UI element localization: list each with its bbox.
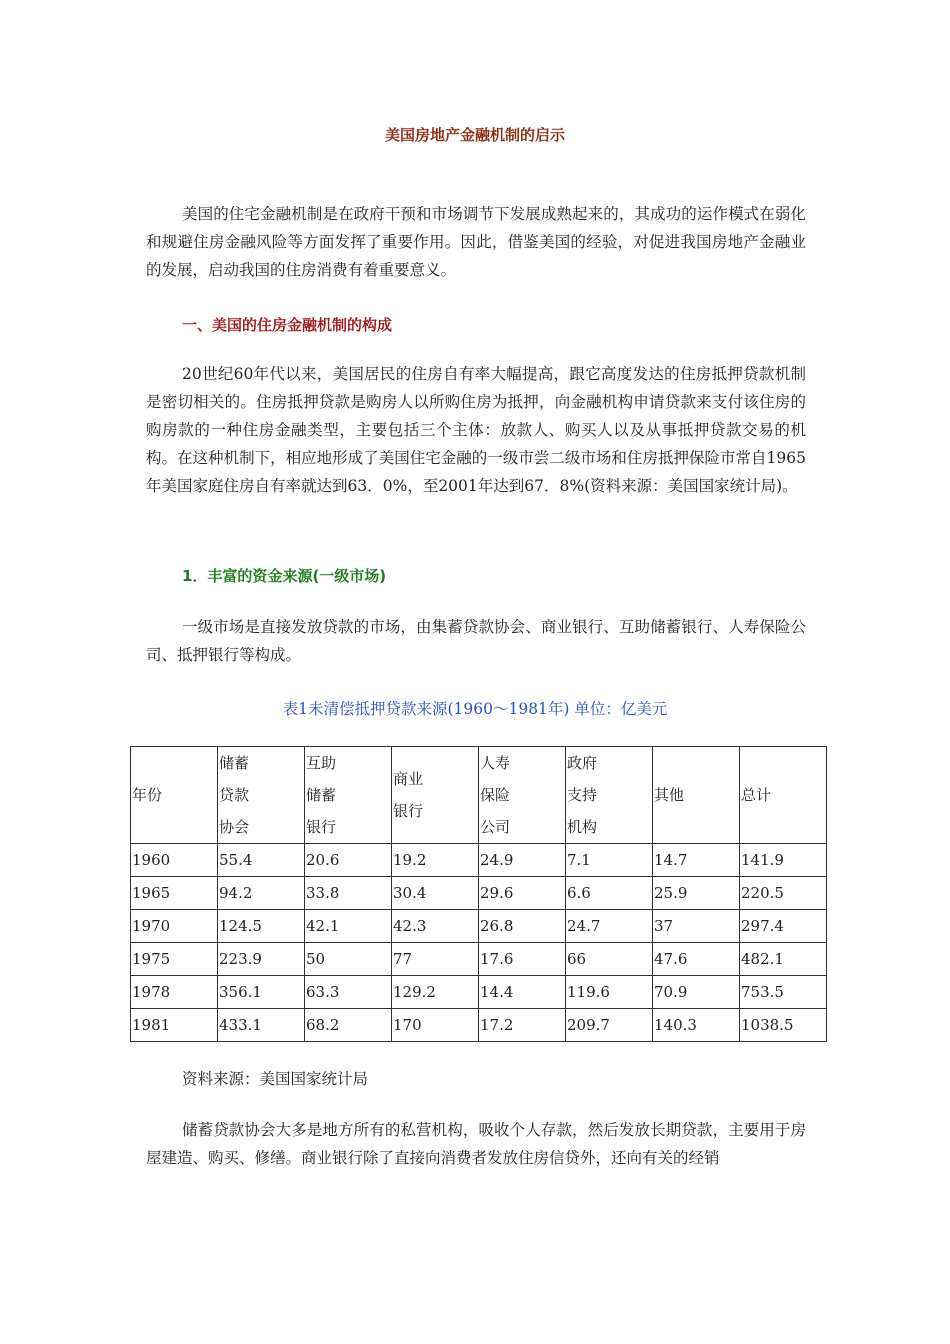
header-line: 人寿 xyxy=(480,754,511,772)
table-cell: 1038.5 xyxy=(740,1009,827,1042)
table-cell: 1975 xyxy=(131,943,218,976)
table-cell: 1965 xyxy=(131,877,218,910)
table-cell: 124.5 xyxy=(218,910,305,943)
header-line: 其他 xyxy=(654,786,685,804)
table-header-row xyxy=(131,747,827,844)
header-line: 银行 xyxy=(306,818,337,836)
table-cell: 482.1 xyxy=(740,943,827,976)
table-row xyxy=(131,877,827,910)
section-1-paragraph: 20世纪60年代以来，美国居民的住房自有率大幅提高，跟它高度发达的住房抵押贷款机制是密切相关的。住房抵押贷款是购房人以所购住房为抵押，向金融机构申请贷款来支付该住房的购房款的一种住房金融类型，主要包括三个主体：放款人、购买人以及从事抵押贷款交易的机构。在这种机制下，相应地形成了美国住宅金融的一级市尝二级市场和住房抵押保险市常自1965年美国家庭住房自有率就达到63．0%，至2001年达到67．8%(资料来源：美国国家统计局)。 xyxy=(146,365,806,495)
table-caption: 表1未清偿抵押贷款来源(1960～1981年) 单位：亿美元 xyxy=(282,700,668,718)
header-line: 储蓄 xyxy=(219,754,250,772)
table-row xyxy=(131,976,827,1009)
table-row xyxy=(131,844,827,877)
table-cell: 17.6 xyxy=(479,943,566,976)
table-cell: 47.6 xyxy=(653,943,740,976)
table-cell: 220.5 xyxy=(740,877,827,910)
header-line: 公司 xyxy=(480,818,511,836)
table-cell: 19.2 xyxy=(392,844,479,877)
page-title: 美国房地产金融机制的启示 xyxy=(384,126,565,144)
table-cell: 14.7 xyxy=(653,844,740,877)
table-cell: 14.4 xyxy=(479,976,566,1009)
header-cell-other xyxy=(653,747,740,844)
table-cell: 77 xyxy=(392,943,479,976)
table-cell: 24.7 xyxy=(566,910,653,943)
intro-paragraph: 美国的住宅金融机制是在政府干预和市场调节下发展成熟起来的，其成功的运作模式在弱化和规避住房金融风险等方面发挥了重要作用。因此，借鉴美国的经验，对促进我国房地产金融业的发展，启动我国的住房消费有着重要意义。 xyxy=(146,205,806,279)
table-cell: 6.6 xyxy=(566,877,653,910)
table-cell: 223.9 xyxy=(218,943,305,976)
table-row xyxy=(131,1009,827,1042)
source-note: 资料来源：美国国家统计局 xyxy=(182,1070,369,1088)
table-cell: 297.4 xyxy=(740,910,827,943)
header-cell-mutual-savings xyxy=(305,747,392,844)
table-cell: 68.2 xyxy=(305,1009,392,1042)
header-cell-life-insurance xyxy=(479,747,566,844)
table-cell: 37 xyxy=(653,910,740,943)
table-cell: 753.5 xyxy=(740,976,827,1009)
table-cell: 1978 xyxy=(131,976,218,1009)
table-cell: 70.9 xyxy=(653,976,740,1009)
table-cell: 129.2 xyxy=(392,976,479,1009)
table-cell: 1970 xyxy=(131,910,218,943)
header-cell-total xyxy=(740,747,827,844)
closing-paragraph: 储蓄贷款协会大多是地方所有的私营机构，吸收个人存款，然后发放长期贷款，主要用于房屋建造、购买、修缮。商业银行除了直接向消费者发放住房信贷外，还向有关的经销 xyxy=(146,1121,806,1167)
table-cell: 1981 xyxy=(131,1009,218,1042)
header-line: 贷款 xyxy=(219,786,250,804)
table-cell: 30.4 xyxy=(392,877,479,910)
header-line: 互助 xyxy=(306,754,337,772)
table-cell: 1960 xyxy=(131,844,218,877)
header-line: 商业 xyxy=(393,770,424,788)
header-line: 保险 xyxy=(480,786,511,804)
section-heading-1: 一、美国的住房金融机制的构成 xyxy=(182,316,393,334)
header-line: 协会 xyxy=(219,818,250,836)
table-cell: 20.6 xyxy=(305,844,392,877)
table-row xyxy=(131,910,827,943)
header-cell-savings-loan xyxy=(218,747,305,844)
table-cell: 141.9 xyxy=(740,844,827,877)
table-cell: 170 xyxy=(392,1009,479,1042)
table-cell: 29.6 xyxy=(479,877,566,910)
header-cell-commercial-bank xyxy=(392,747,479,844)
table-cell: 42.1 xyxy=(305,910,392,943)
header-line: 政府 xyxy=(567,754,598,772)
table-cell: 7.1 xyxy=(566,844,653,877)
table-cell: 55.4 xyxy=(218,844,305,877)
table-cell: 26.8 xyxy=(479,910,566,943)
header-line: 银行 xyxy=(393,802,424,820)
table-cell: 50 xyxy=(305,943,392,976)
table-cell: 17.2 xyxy=(479,1009,566,1042)
header-line: 机构 xyxy=(567,818,598,836)
header-cell-government-agency xyxy=(566,747,653,844)
table-cell: 356.1 xyxy=(218,976,305,1009)
table-row xyxy=(131,943,827,976)
table-cell: 24.9 xyxy=(479,844,566,877)
table-cell: 63.3 xyxy=(305,976,392,1009)
table-cell: 94.2 xyxy=(218,877,305,910)
header-line: 支持 xyxy=(567,786,598,804)
header-cell-year xyxy=(131,747,218,844)
table-cell: 66 xyxy=(566,943,653,976)
table-cell: 433.1 xyxy=(218,1009,305,1042)
table-cell: 209.7 xyxy=(566,1009,653,1042)
subsection-1-paragraph: 一级市场是直接发放贷款的市场，由集蓄贷款协会、商业银行、互助储蓄银行、人寿保险公司、抵押银行等构成。 xyxy=(146,618,806,664)
mortgage-sources-table xyxy=(130,746,827,1042)
header-line: 储蓄 xyxy=(306,786,337,804)
table-cell: 119.6 xyxy=(566,976,653,1009)
header-line: 总计 xyxy=(741,786,772,804)
table-cell: 42.3 xyxy=(392,910,479,943)
subsection-heading-1: 1．丰富的资金来源(一级市场) xyxy=(182,567,387,585)
table-cell: 140.3 xyxy=(653,1009,740,1042)
table-cell: 25.9 xyxy=(653,877,740,910)
header-line: 年份 xyxy=(132,786,163,804)
table-cell: 33.8 xyxy=(305,877,392,910)
